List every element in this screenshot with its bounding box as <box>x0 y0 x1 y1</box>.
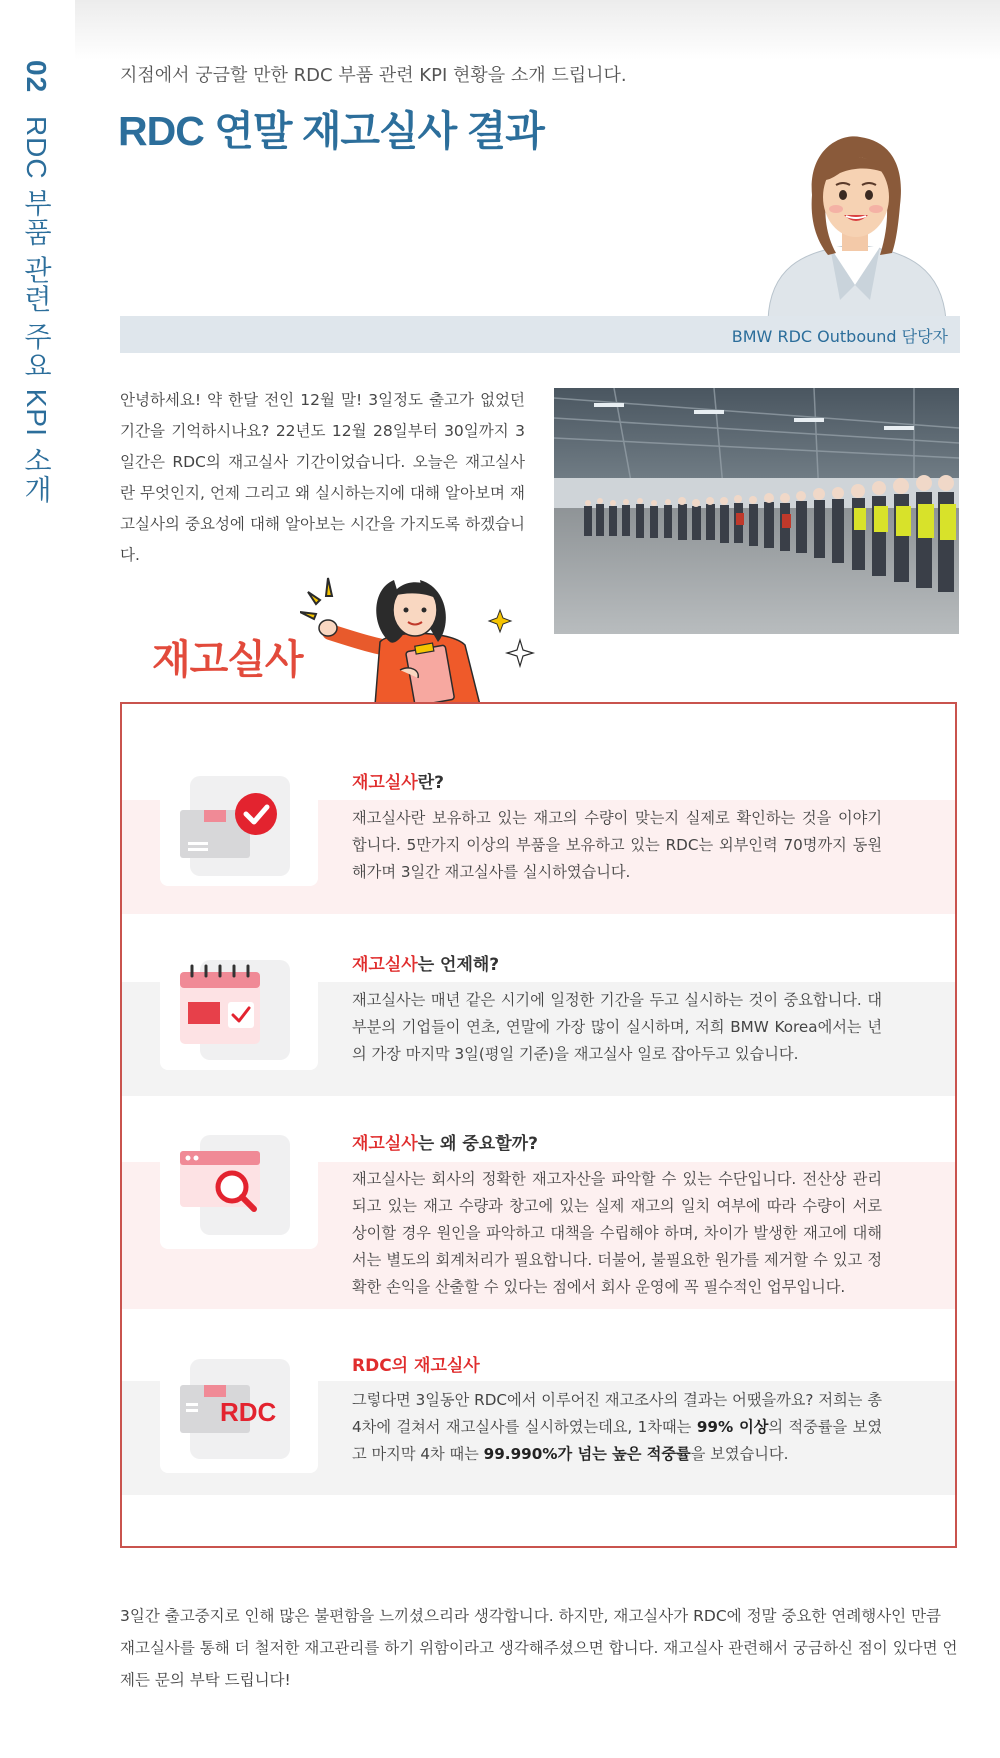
page-title: RDC 연말 재고실사 결과 <box>118 108 544 154</box>
box-check-icon <box>160 768 318 886</box>
warehouse-photo <box>554 388 959 634</box>
section-title <box>352 1351 480 1376</box>
section-title-rest: 는 언제해? <box>417 955 500 975</box>
section-title-red: RDC의 재고실사 <box>352 1356 480 1376</box>
rdc-icon-text: RDC <box>220 1397 277 1427</box>
section-text <box>352 1387 882 1468</box>
rdc-text-final-rate: 99.990%가 넘는 높은 적중률 <box>483 1445 691 1463</box>
section-text: 재고실사란 보유하고 있는 재고의 수량이 맞는지 실제로 확인하는 것을 이야기 합니다. 5만가지 이상의 부품을 보유하고 있는 RDC는 외부인력 70명까지 동원해가며 3일간 재고실사를 실시하였습니다. <box>352 809 882 881</box>
section-title-red: 재고실사 <box>352 1134 418 1154</box>
speaker-label: BMW RDC Outbound 담당자 <box>731 327 948 346</box>
section-title <box>352 950 499 975</box>
side-section-number: 02 <box>21 60 52 94</box>
rdc-text-first-rate: 99% 이상 <box>696 1418 769 1436</box>
section-text: 재고실사는 회사의 정확한 재고자산을 파악할 수 있는 수단입니다. 전산상 관리되고 있는 재고 수량과 창고에 있는 실제 재고의 일치 여부에 따라 수량이 서로 상이할 경우 원인을 파악하고 대책을 수립해야 하며, 차이가 발생한 재고에 대해서는 별도의 회계처리가 필요합니다. 더불어, 불필요한 원가를 제거할 수 있고 정확한 손익을 산출할 수 있다는 점에서 회사 운영에 꼭 필수적인 업무입니다. <box>352 1170 882 1296</box>
section-what <box>122 704 955 914</box>
icon-card <box>160 1355 318 1473</box>
intro-line: 지점에서 궁금할 만한 RDC 부품 관련 KPI 현황을 소개 드립니다. <box>120 65 627 86</box>
rdc-text-c: 의 적중률을 보였고 마지막 4차 때는 <box>352 1418 883 1463</box>
section-title-red: 재고실사 <box>352 773 418 793</box>
intro-paragraph: 안녕하세요! 약 한달 전인 12월 말! 3일정도 출고가 없었던 기간을 기억하시나요? 22년도 12월 28일부터 30일까지 3일간은 RDC의 재고실사 기간이었습니다. 오늘은 재고실사란 무엇인지, 언제 그리고 왜 실시하는지에 대해 알아보며 재고실사의 중요성에 대해 알아보는 시간을 가지도록 하겠습니다. <box>120 391 525 564</box>
section-title-red: 재고실사 <box>352 955 418 975</box>
rdc-text-e: 을 보였습니다. <box>690 1445 789 1463</box>
icon-card <box>160 768 318 886</box>
speaker-bar <box>120 316 960 353</box>
section-heading: 재고실사 <box>152 638 303 682</box>
side-section-label: RDC 부품 관련 주요 KPI 소개 <box>21 115 52 504</box>
info-box <box>120 702 957 1548</box>
section-why <box>122 1096 955 1323</box>
rdc-text-a: 그렇다면 3일동안 RDC에서 이루어진 재고조사의 결과는 어땠을까요? 저희는 총 4차에 걸쳐서 재고실사를 실시하였는데요, 1차때는 <box>352 1391 882 1436</box>
section-text: 재고실사는 매년 같은 시기에 일정한 기간을 두고 실시하는 것이 중요합니다. 대부분의 기업들이 연초, 연말에 가장 많이 실시하며, 저희 BMW Korea에서는 년의 가장 마지막 3일(평일 기준)을 재고실사 일로 잡아두고 있습니다. <box>352 991 882 1063</box>
section-when <box>122 914 955 1096</box>
section-rdc <box>122 1323 955 1503</box>
calendar-check-icon <box>160 952 318 1070</box>
top-shade-band <box>75 0 1000 60</box>
section-title-rest: 는 왜 중요할까? <box>417 1134 538 1154</box>
icon-card <box>160 1131 318 1249</box>
speaker-illustration <box>760 135 950 320</box>
section-title <box>352 1129 538 1154</box>
icon-card <box>160 952 318 1070</box>
section-title-rest: 란? <box>417 773 444 793</box>
rdc-box-icon <box>160 1355 318 1473</box>
presenter-illustration <box>300 570 570 705</box>
closing-paragraph: 3일간 출고중지로 인해 많은 불편함을 느끼셨으리라 생각합니다. 하지만, 재고실사가 RDC에 정말 중요한 연례행사인 만큼 재고실사를 통해 더 철저한 재고관리를 하기 위함이라고 생각해주셨으면 합니다. 재고실사 관련해서 궁금하신 점이 있다면 언제든 문의 부탁 드립니다! <box>120 1607 958 1689</box>
search-icon <box>160 1131 318 1249</box>
section-title <box>352 768 444 793</box>
side-section-title <box>16 60 56 504</box>
